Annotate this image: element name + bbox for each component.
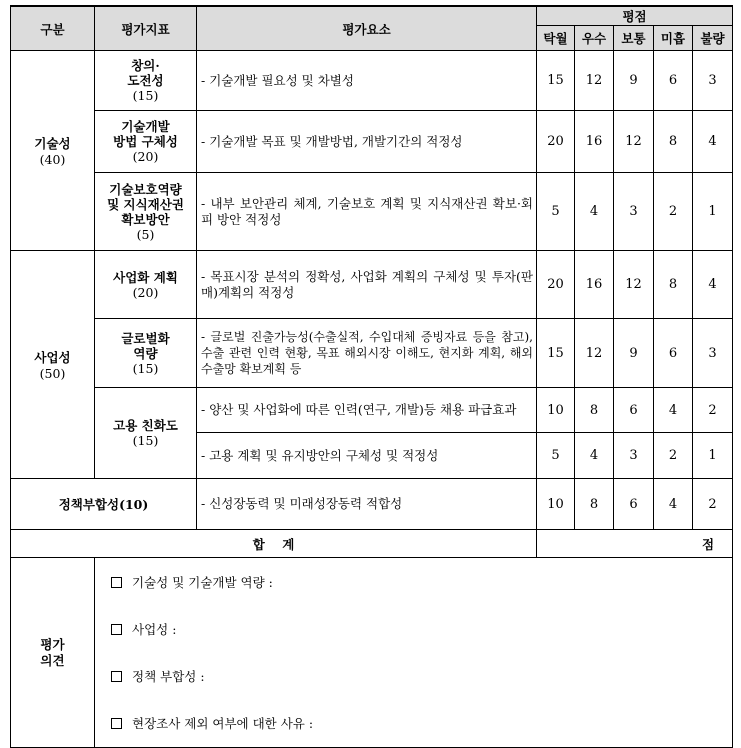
score-cell: 20 (537, 251, 575, 319)
opinion-item[interactable] (95, 606, 732, 653)
category-biz-label: 사업성 (34, 350, 71, 365)
score-cell: 8 (654, 111, 693, 173)
score-cell: 16 (575, 111, 614, 173)
header-category: 구분 (11, 6, 95, 51)
score-cell: 12 (575, 51, 614, 111)
score-cell: 5 (537, 173, 575, 251)
table-row (11, 479, 733, 530)
score-cell: 10 (537, 479, 575, 530)
score-cell: 15 (537, 319, 575, 388)
score-cell: 4 (693, 111, 733, 173)
category-biz (11, 251, 95, 479)
score-cell: 6 (614, 388, 654, 433)
opinion-list (95, 558, 733, 748)
score-cell: 8 (654, 251, 693, 319)
indicator-cell (95, 111, 197, 173)
score-cell: 3 (693, 51, 733, 111)
score-cell: 2 (693, 479, 733, 530)
score-cell: 15 (537, 51, 575, 111)
score-cell: 9 (614, 51, 654, 111)
indicator-name: 창의· 도전성 (127, 58, 164, 88)
table-row (11, 51, 733, 111)
element-desc: - 양산 및 사업화에 따른 인력(연구, 개발)등 채용 파급효과 (197, 388, 537, 433)
opinion-item-label: 정책 부합성 : (132, 668, 205, 684)
category-tech (11, 51, 95, 251)
score-cell: 9 (614, 319, 654, 388)
score-cell: 6 (654, 51, 693, 111)
score-cell: 4 (575, 173, 614, 251)
score-cell: 3 (614, 173, 654, 251)
score-cell: 10 (537, 388, 575, 433)
checkbox-icon[interactable] (111, 577, 122, 588)
opinion-label: 평가 의견 (11, 558, 95, 748)
opinion-item-label: 사업성 : (132, 621, 177, 637)
score-cell: 8 (575, 479, 614, 530)
table-row (11, 388, 733, 433)
opinion-item-label: 현장조사 제외 여부에 대한 사유 : (132, 715, 314, 731)
table-row (11, 173, 733, 251)
indicator-name: 고용 친화도 (113, 418, 178, 433)
indicator-cell (95, 173, 197, 251)
indicator-cell (95, 251, 197, 319)
grade-bad: 불량 (693, 26, 733, 51)
header-score: 평점 (537, 6, 733, 26)
opinion-item-label: 기술성 및 기술개발 역량 : (132, 574, 273, 590)
score-cell: 2 (654, 433, 693, 479)
score-cell: 1 (693, 173, 733, 251)
indicator-name: 기술개발 방법 구체성 (113, 119, 178, 149)
opinion-item[interactable] (95, 559, 732, 606)
indicator-name: 기술보호역량 및 지식재산권 확보방안 (107, 181, 184, 227)
score-cell: 4 (693, 251, 733, 319)
opinion-item[interactable] (95, 700, 732, 747)
table-row (11, 319, 733, 388)
element-desc: - 기술개발 필요성 및 차별성 (197, 51, 537, 111)
grade-good: 우수 (575, 26, 614, 51)
score-cell: 6 (614, 479, 654, 530)
score-cell: 5 (537, 433, 575, 479)
indicator-cell (95, 319, 197, 388)
score-cell: 6 (654, 319, 693, 388)
score-cell: 12 (614, 251, 654, 319)
opinion-row (11, 558, 733, 748)
total-unit: 점 (537, 530, 733, 558)
indicator-points: (15) (132, 88, 159, 103)
indicator-name: 사업화 계획 (113, 269, 178, 285)
category-policy: 정책부합성(10) (11, 479, 197, 530)
table-row (11, 111, 733, 173)
indicator-cell (95, 51, 197, 111)
category-biz-points: (50) (39, 366, 66, 381)
header-indicator: 평가지표 (95, 6, 197, 51)
indicator-points: (5) (136, 226, 155, 242)
element-desc: - 기술개발 목표 및 개발방법, 개발기간의 적정성 (197, 111, 537, 173)
checkbox-icon[interactable] (111, 671, 122, 682)
score-cell: 12 (614, 111, 654, 173)
score-cell: 8 (575, 388, 614, 433)
opinion-item[interactable] (95, 653, 732, 700)
evaluation-table (10, 5, 733, 748)
element-desc: - 내부 보안관리 체계, 기술보호 계획 및 지식재산권 확보·회피 방안 적정성 (197, 173, 537, 251)
total-row (11, 530, 733, 558)
element-desc: - 신성장동력 및 미래성장동력 적합성 (197, 479, 537, 530)
total-label: 합 계 (11, 530, 537, 558)
indicator-cell (95, 388, 197, 479)
score-cell: 4 (654, 388, 693, 433)
score-cell: 16 (575, 251, 614, 319)
header-element: 평가요소 (197, 6, 537, 51)
score-cell: 2 (654, 173, 693, 251)
element-desc: - 목표시장 분석의 정확성, 사업화 계획의 구체성 및 투자(판매)계획의 적정성 (197, 251, 537, 319)
element-desc: - 고용 계획 및 유지방안의 구체성 및 적정성 (197, 433, 537, 479)
category-tech-label: 기술성 (34, 136, 71, 151)
indicator-name: 글로벌화 역량 (121, 330, 170, 361)
grade-excellent: 탁월 (537, 26, 575, 51)
score-cell: 2 (693, 388, 733, 433)
grade-average: 보통 (614, 26, 654, 51)
score-cell: 4 (575, 433, 614, 479)
score-cell: 3 (693, 319, 733, 388)
score-cell: 20 (537, 111, 575, 173)
indicator-points: (15) (132, 433, 159, 448)
indicator-points: (20) (132, 284, 159, 300)
score-cell: 4 (654, 479, 693, 530)
score-cell: 1 (693, 433, 733, 479)
indicator-points: (20) (132, 149, 159, 164)
element-desc: - 글로벌 진출가능성(수출실적, 수입대체 증빙자료 등을 참고), 수출 관련 인력 현황, 목표 해외시장 이해도, 현지화 계획, 해외수출망 확보계획 등 (197, 319, 537, 388)
score-cell: 3 (614, 433, 654, 479)
score-cell: 12 (575, 319, 614, 388)
category-tech-points: (40) (39, 152, 66, 167)
table-row (11, 251, 733, 319)
indicator-points: (15) (132, 360, 159, 376)
checkbox-icon[interactable] (111, 718, 122, 729)
grade-poor: 미흡 (654, 26, 693, 51)
checkbox-icon[interactable] (111, 624, 122, 635)
